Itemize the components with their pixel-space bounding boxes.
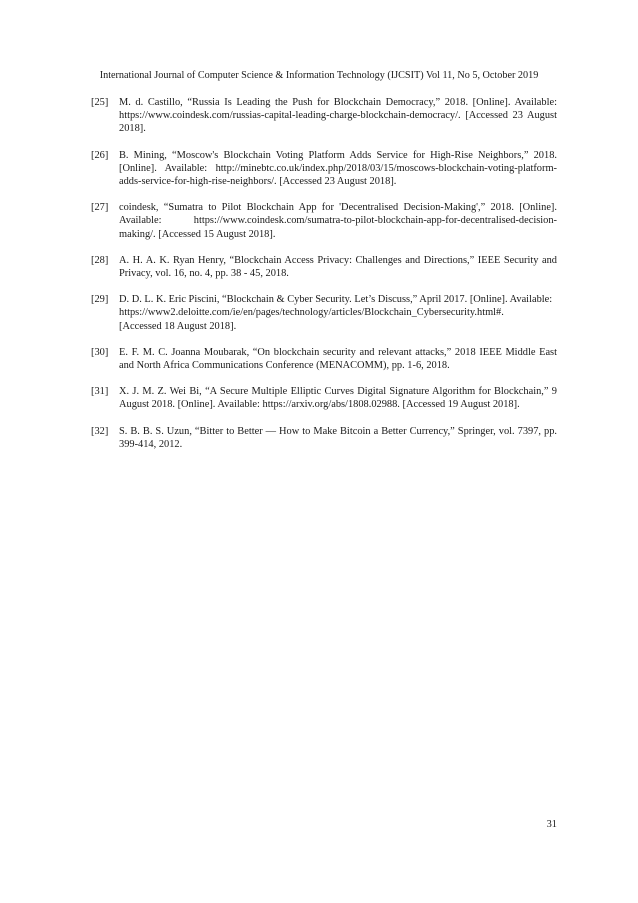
reference-item (91, 425, 557, 451)
reference-item (91, 149, 557, 189)
reference-item (91, 293, 557, 333)
page-number: 31 (546, 819, 557, 830)
reference-text: X. J. M. Z. Wei Bi, “A Secure Multiple Elliptic Curves Digital Signature Algorithm for Blockchain,” 9 August 2018. [Online]. Available: https://arxiv.org/abs/1808.02988. [Accessed 19 August 2018]. (119, 386, 557, 411)
reference-text: E. F. M. C. Joanna Moubarak, “On blockchain security and relevant attacks,” 2018 IEEE Middle East and North Africa Communications Conference (MENACOMM), pp. 1-6, 2018. (119, 346, 557, 372)
reference-text: coindesk, “Sumatra to Pilot Blockchain App for 'Decentralised Decision-Making',” 2018. [Online]. Available: https://www.coindesk.com/sumatra-to-pilot-blockchain-app-for-decentralised-decision-making/. [Accessed 15 August 2018]. (119, 202, 557, 240)
reference-item (91, 201, 557, 241)
reference-number: [30] (91, 346, 109, 358)
reference-item (91, 254, 557, 280)
reference-text: A. H. A. K. Ryan Henry, “Blockchain Access Privacy: Challenges and Directions,” IEEE Security and Privacy, vol. 16, no. 4, pp. 38 - 45, 2018. (119, 254, 557, 280)
reference-url: https://www2.deloitte.com/ie/en/pages/technology/articles/Blockchain_Cybersecurity.html#. (119, 307, 504, 319)
reference-text: M. d. Castillo, “Russia Is Leading the Push for Blockchain Democracy,” 2018. [Online]. Available: https://www.coindesk.com/russias-capital-leading-charge-blockchain-democracy/. [Accessed 23 August 2018]. (119, 97, 557, 135)
reference-list (91, 96, 557, 464)
reference-number: [29] (91, 294, 109, 306)
reference-number: [32] (91, 425, 109, 437)
reference-number: [26] (91, 149, 109, 161)
reference-item (91, 96, 557, 136)
reference-text: B. Mining, “Moscow's Blockchain Voting Platform Adds Service for High-Rise Neighbors,” 2018. [Online]. Available: http://minebtc.co.uk/index.php/2018/03/15/moscows-blockchain-voting-platform-adds-service-for-high-rise-neighbors/. [Accessed 23 August 2018]. (119, 149, 557, 188)
reference-number: [28] (91, 254, 109, 266)
reference-accessed: [Accessed 18 August 2018]. (119, 320, 237, 332)
reference-number: [27] (91, 202, 109, 214)
running-header: International Journal of Computer Science & Information Technology (IJCSIT) Vol 11, No 5, October 2019 (99, 70, 539, 81)
reference-number: [31] (91, 386, 109, 398)
reference-text: S. B. B. S. Uzun, “Bitter to Better — How to Make Bitcoin a Better Currency,” Springer, vol. 7397, pp. 399-414, 2012. (119, 425, 557, 450)
reference-item (91, 346, 557, 372)
reference-text (119, 293, 557, 333)
reference-item (91, 385, 557, 411)
reference-text-line: D. D. L. K. Eric Piscini, “Blockchain & Cyber Security. Let’s Discuss,” April 2017. [Online]. Available: (119, 294, 553, 306)
reference-number: [25] (91, 97, 109, 108)
